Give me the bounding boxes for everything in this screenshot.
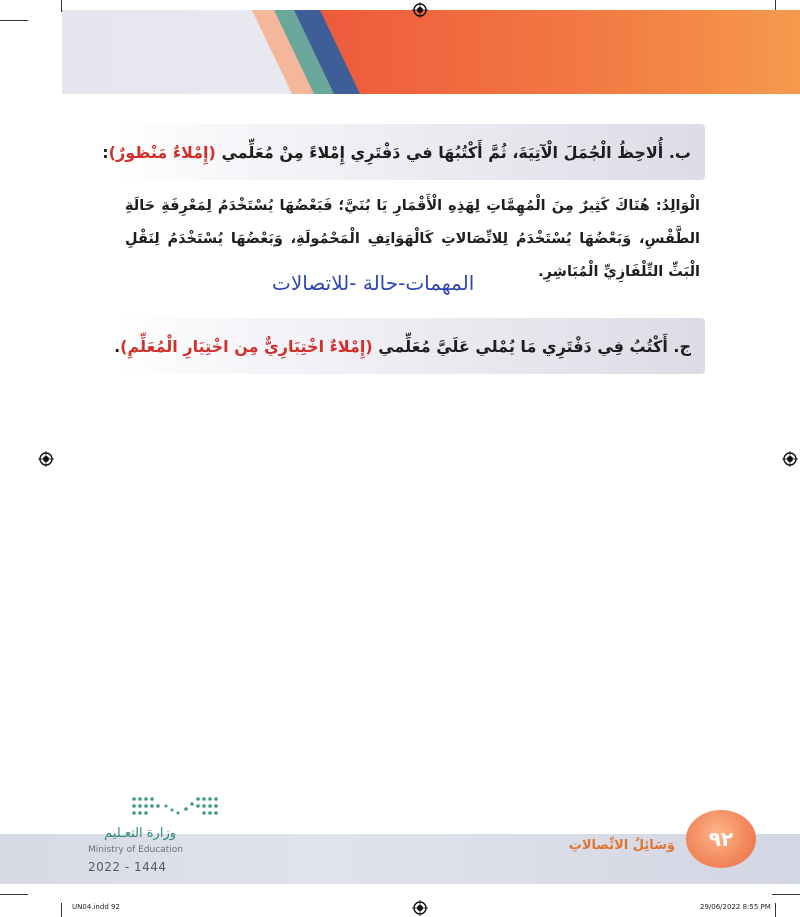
slug-filename: UN04.indd 92 bbox=[72, 903, 120, 911]
ministry-logo-dots-icon bbox=[130, 794, 220, 820]
ministry-name-arabic: وزارة التعـليم bbox=[104, 826, 176, 841]
instruction-c-text bbox=[114, 337, 691, 356]
header-band bbox=[62, 10, 800, 94]
header-stripes bbox=[62, 10, 800, 94]
paragraph-line-1: الْوَالِدُ: هُنَاكَ كَثِيرٌ مِنَ الْمُهِمَّاتِ لِهَذِهِ الْأَقْمَارِ يَا بُنَيَّ؛ فَبَعْضُهَا يُسْتَخْدَمُ لِمَعْرِفَةِ حَالَةِ bbox=[125, 198, 700, 214]
paragraph-line-2: الطَّقْسِ، وَبَعْضُهَا يُسْتَخْدَمُ لِلاتِّصَالاتِ كَالْهَوَاتِفِ الْمَحْمُولَةِ، وَبَعْضُهَا يُسْتَخْدَمُ لِنَقْلِ bbox=[125, 231, 700, 247]
instruction-bar-b bbox=[102, 124, 705, 180]
slug-date: 29/06/2022 8:55 PM bbox=[700, 903, 771, 911]
crop-mark bbox=[0, 20, 28, 21]
registration-mark bbox=[38, 451, 54, 467]
registration-mark bbox=[412, 900, 428, 916]
footer-band bbox=[0, 834, 800, 884]
registration-mark bbox=[412, 2, 428, 18]
registration-mark bbox=[782, 451, 798, 467]
crop-mark bbox=[772, 894, 800, 895]
instruction-b-main: ب. أُلاحِظُ الْجُمَلَ الْآتِيَةَ، ثُمَّ أَكْتُبُهَا في دَفْتَرِي إِمْلاءً مِنْ مُعَلِّمي bbox=[221, 142, 691, 162]
stripe-orange bbox=[320, 10, 800, 94]
instruction-bar-c bbox=[115, 318, 705, 374]
handwritten-answer: المهمات-حالة -للاتصالات bbox=[272, 271, 475, 295]
crop-mark bbox=[775, 903, 776, 917]
crop-mark bbox=[61, 903, 62, 917]
paragraph-line-3: الْبَثِّ التِّلْفَازِيِّ الْمُبَاشِرِ. bbox=[538, 264, 700, 280]
instruction-c-method: (إِمْلاءٌ اخْتِبَارِيٌّ مِن اخْتِيَارِ الْمُعَلِّمِ) bbox=[120, 336, 373, 356]
page-number-badge bbox=[686, 810, 756, 868]
instruction-c-main: ج. أَكْتُبُ فِي دَفْتَرِي مَا يُمْلي عَلَيَّ مُعَلِّمي bbox=[378, 336, 691, 356]
ministry-name-english: Ministry of Education bbox=[88, 845, 183, 855]
instruction-b-method: (إِمْلاءٌ مَنْظورٌ) bbox=[108, 142, 216, 162]
instruction-b-end: : bbox=[102, 142, 109, 162]
chapter-name: وَسَائِلُ الاتِّصالاتِ bbox=[568, 838, 675, 853]
crop-mark bbox=[0, 894, 28, 895]
instruction-c-end: . bbox=[114, 336, 121, 356]
page-number: ٩٢ bbox=[708, 827, 734, 851]
ministry-year: 2022 - 1444 bbox=[88, 860, 167, 874]
instruction-b-text bbox=[102, 143, 691, 162]
